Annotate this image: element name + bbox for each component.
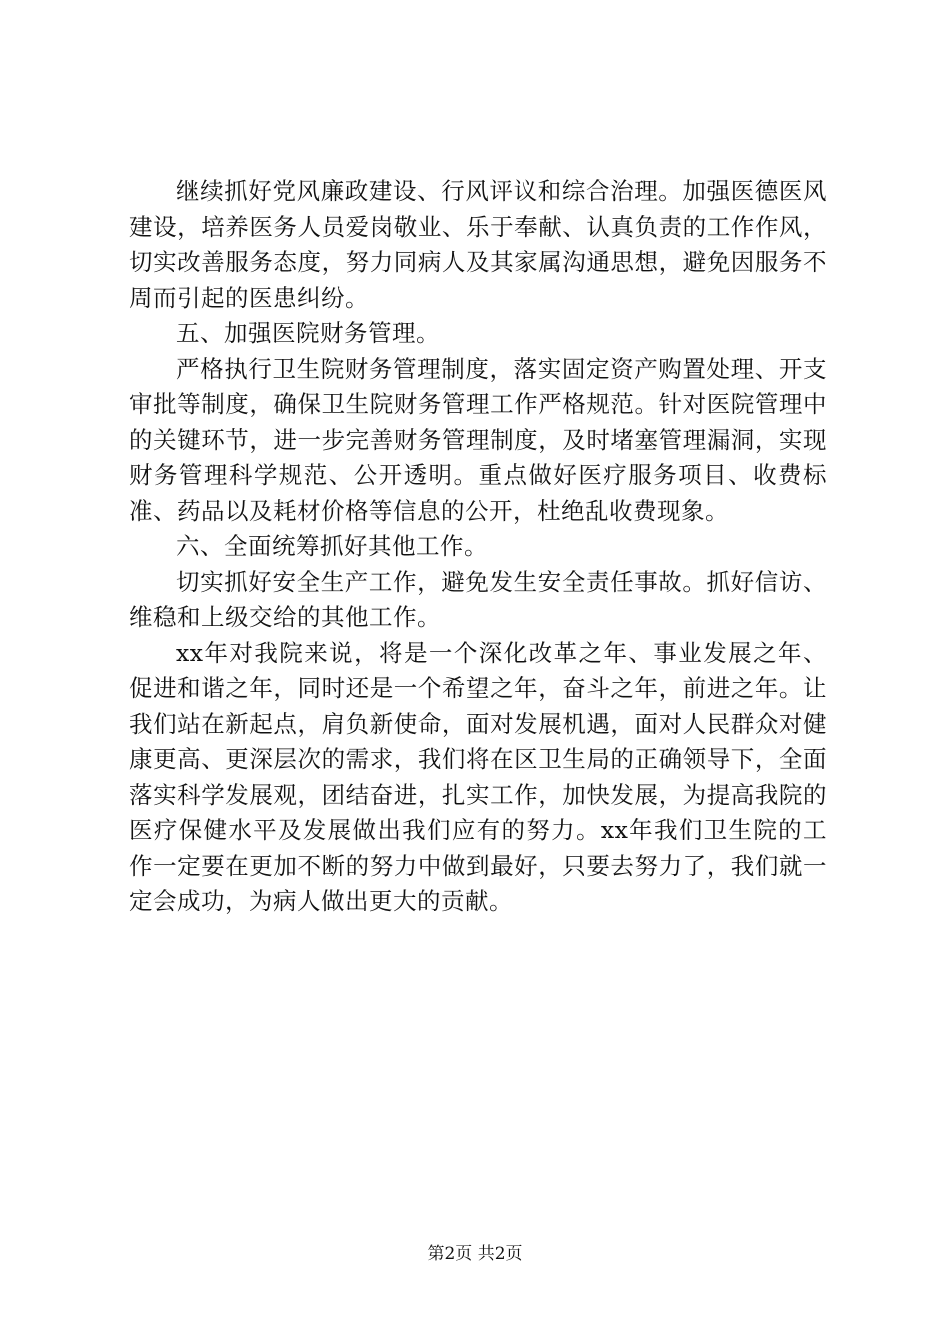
paragraph-safety: 切实抓好安全生产工作，避免发生安全责任事故。抓好信访、维稳和上级交给的其他工作。 [129,567,827,631]
paragraph-finance: 严格执行卫生院财务管理制度，落实固定资产购置处理、开支审批等制度，确保卫生院财务管理工作严格规范。针对医院管理中的关键环节，进一步完善财务管理制度，及时堵塞管理漏洞，实现财务管理科学规范、公开透明。重点做好医疗服务项目、收费标准、药品以及耗材价格等信息的公开，杜绝乱收费现象。 [129,354,827,525]
section-heading-other-work: 六、全面统筹抓好其他工作。 [176,532,488,560]
paragraph-conclusion: xx年对我院来说，将是一个深化改革之年、事业发展之年、促进和谐之年，同时还是一个希望之年，奋斗之年，前进之年。让我们站在新起点，肩负新使命，面对发展机遇，面对人民群众对健康更高、更深层次的需求，我们将在区卫生局的正确领导下，全面落实科学发展观，团结奋进，扎实工作，加快发展，为提高我院的医疗保健水平及发展做出我们应有的努力。xx年我们卫生院的工作一定要在更加不断的努力中做到最好，只要去努力了，我们就一定会成功，为病人做出更大的贡献。 [129,638,827,915]
paragraph-party-conduct: 继续抓好党风廉政建设、行风评议和综合治理。加强医德医风建设，培养医务人员爱岗敬业、乐于奉献、认真负责的工作作风，切实改善服务态度，努力同病人及其家属沟通思想，避免因服务不周而引起的医患纠纷。 [129,177,827,312]
page-number-footer: 第2页 共2页 [427,1244,523,1264]
document-body [129,174,827,920]
section-heading-finance: 五、加强医院财务管理。 [176,319,440,347]
